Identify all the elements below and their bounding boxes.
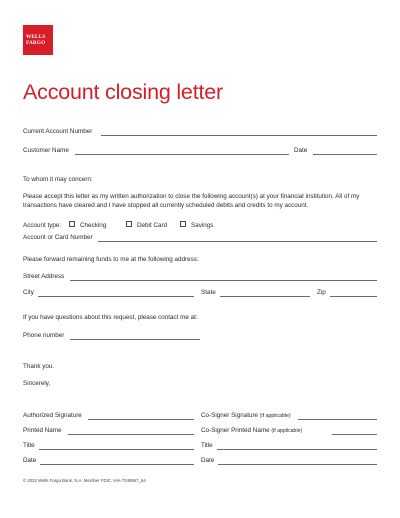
cosigner-signature-label — [201, 412, 291, 420]
title-right-field[interactable] — [217, 449, 377, 450]
customer-name-field[interactable] — [75, 154, 289, 155]
printed-name-label: Printed Name — [23, 427, 62, 434]
logo-line-2: FARGO — [26, 40, 46, 46]
account-type-label: Account type: — [23, 222, 62, 229]
current-account-number-field[interactable] — [101, 135, 377, 136]
title-left-label: Title — [23, 442, 35, 449]
title-left-field[interactable] — [39, 449, 194, 450]
current-account-number-label: Current Account Number — [23, 128, 93, 135]
cosigner-printed-name-field[interactable] — [332, 434, 377, 435]
state-label: State — [201, 289, 216, 296]
authorized-signature-field[interactable] — [88, 419, 194, 420]
page-title: Account closing letter — [23, 80, 223, 104]
sincerely-text: Sincerely, — [23, 380, 51, 387]
printed-name-field[interactable] — [68, 434, 194, 435]
zip-label: Zip — [317, 289, 326, 296]
cosigner-printed-name-text: Co-Signer Printed Name — [201, 427, 270, 434]
state-field[interactable] — [220, 296, 310, 297]
date-right-label: Date — [201, 457, 215, 464]
savings-checkbox[interactable] — [180, 221, 186, 227]
street-address-label: Street Address — [23, 273, 65, 280]
greeting: To whom it may concern: — [23, 176, 93, 183]
savings-option-label: Savings — [191, 222, 214, 229]
account-or-card-number-field[interactable] — [98, 241, 377, 242]
city-label: City — [23, 289, 34, 296]
street-address-field[interactable] — [70, 280, 377, 281]
customer-name-label: Customer Name — [23, 147, 69, 154]
authorized-signature-label: Authorized Signature — [23, 412, 82, 419]
city-field[interactable] — [38, 296, 194, 297]
questions-text: If you have questions about this request, please contact me at: — [23, 314, 198, 321]
checking-option-label: Checking — [80, 222, 107, 229]
date-label: Date — [294, 147, 308, 154]
date-field[interactable] — [313, 154, 377, 155]
date-left-label: Date — [23, 457, 37, 464]
debit-card-option-label: Debit Card — [137, 222, 168, 229]
wells-fargo-logo — [23, 25, 53, 55]
date-left-field[interactable] — [40, 464, 194, 465]
zip-field[interactable] — [330, 296, 377, 297]
authorization-paragraph: Please accept this letter as my written authorization to close the following account(s) at your financial institution. All of my transactions have cleared and I have stopped all currently scheduled debits and credits to my account. — [23, 193, 360, 209]
footer-copyright: © 2022 Wells Fargo Bank, N.A. Member FDIC. IHA-7249567_64 — [23, 478, 146, 483]
cosigner-signature-text: Co-Signer Signature — [201, 412, 259, 419]
logo-line-1: WELLS — [26, 34, 46, 40]
debit-card-checkbox[interactable] — [126, 221, 132, 227]
date-right-field[interactable] — [218, 464, 377, 465]
forward-funds-text: Please forward remaining funds to me at the following address: — [23, 256, 199, 263]
phone-number-field[interactable] — [70, 339, 200, 340]
checking-checkbox[interactable] — [69, 221, 75, 227]
account-or-card-number-label: Account or Card Number — [23, 234, 93, 241]
phone-number-label: Phone number — [23, 332, 65, 339]
cosigner-printed-name-label — [201, 427, 302, 435]
cosigner-signature-if-applicable: (if applicable) — [259, 413, 291, 419]
title-right-label: Title — [201, 442, 213, 449]
cosigner-printed-name-if-applicable: (if applicable) — [271, 428, 303, 434]
cosigner-signature-field[interactable] — [298, 419, 377, 420]
thank-you-text: Thank you. — [23, 363, 55, 370]
